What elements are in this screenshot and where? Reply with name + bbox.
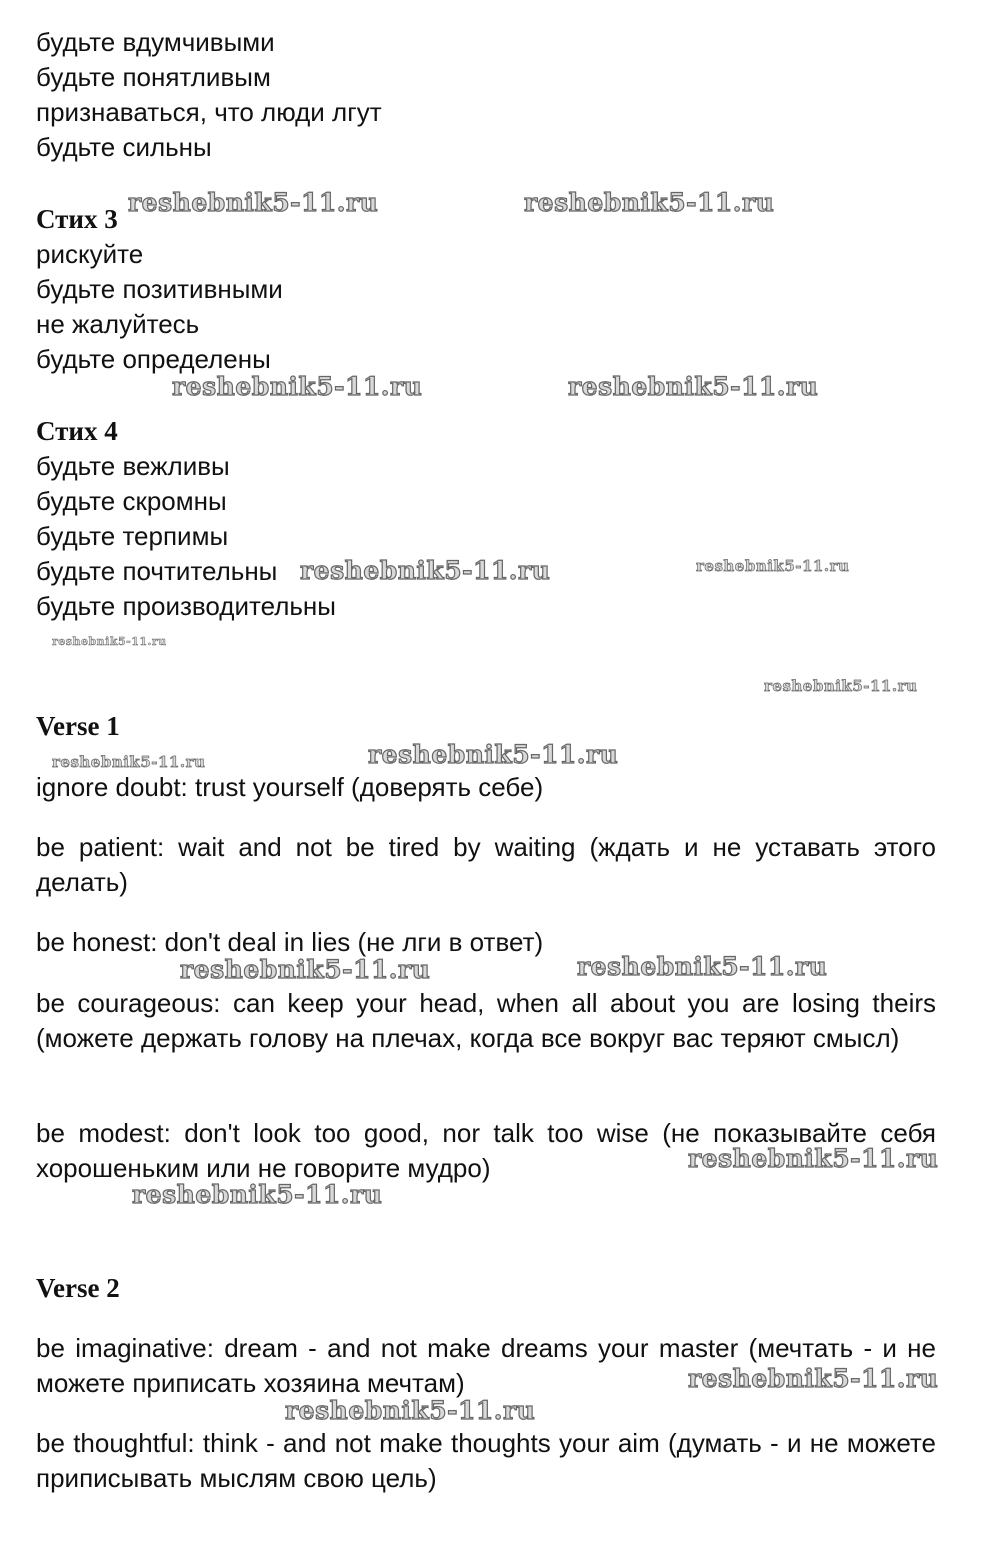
line: признаваться, что люди лгут [36, 97, 382, 127]
en-verse2-heading: Verse 2 [36, 1273, 120, 1303]
watermark: reshebnik5-11.ru [764, 677, 918, 695]
line: будьте терпимы [36, 521, 229, 551]
watermark: reshebnik5-11.ru [568, 372, 819, 401]
verse4-heading: Стих 4 [36, 416, 118, 446]
verse-item: be honest: don't deal in lies (не лги в ответ) [36, 927, 544, 957]
watermark: reshebnik5-11.ru [180, 955, 431, 984]
line: рискуйте [36, 239, 144, 269]
watermark: reshebnik5-11.ru [285, 1396, 536, 1425]
line: не жалуйтесь [36, 309, 200, 339]
line: будьте почтительны [36, 556, 278, 586]
verse-item: be thoughtful: think - and not make thoughts your aim (думать - и не можете приписывать мыслям свою цель) [36, 1428, 936, 1493]
line: будьте скромны [36, 486, 227, 516]
verse-item: be modest: don't look too good, nor talk too wise (не показывайте себя хорошеньким или не говорите мудро) [36, 1118, 936, 1183]
line: будьте понятливым [36, 62, 271, 92]
line: будьте производительны [36, 591, 336, 621]
watermark: reshebnik5-11.ru [368, 740, 619, 769]
watermark: reshebnik5-11.ru [688, 1144, 939, 1173]
line: будьте вежливы [36, 451, 230, 481]
verse3-heading: Стих 3 [36, 204, 118, 234]
watermark: reshebnik5-11.ru [172, 372, 423, 401]
watermark: reshebnik5-11.ru [128, 188, 379, 217]
line: будьте определены [36, 344, 271, 374]
watermark: reshebnik5-11.ru [577, 952, 828, 981]
verse-item: be patient: wait and not be tired by waiting (ждать и не уставать этого делать) [36, 832, 936, 897]
watermark: reshebnik5-11.ru [52, 635, 167, 648]
watermark: reshebnik5-11.ru [524, 188, 775, 217]
line: будьте сильны [36, 132, 212, 162]
line: будьте вдумчивыми [36, 27, 275, 57]
watermark: reshebnik5-11.ru [52, 753, 206, 771]
watermark: reshebnik5-11.ru [696, 557, 850, 575]
verse-item: be courageous: can keep your head, when all about you are losing theirs (можете держать голову на плечах, когда все вокруг вас теряют смысл) [36, 988, 936, 1053]
en-verse1-heading: Verse 1 [36, 711, 120, 741]
verse-item: ignore doubt: trust yourself (доверять себе) [36, 772, 544, 802]
watermark: reshebnik5-11.ru [688, 1364, 939, 1393]
verse-item: be imaginative: dream - and not make dreams your master (мечтать - и не можете приписать хозяина мечтам) [36, 1333, 936, 1398]
watermark: reshebnik5-11.ru [300, 556, 551, 585]
watermark: reshebnik5-11.ru [132, 1180, 383, 1209]
line: будьте позитивными [36, 274, 283, 304]
